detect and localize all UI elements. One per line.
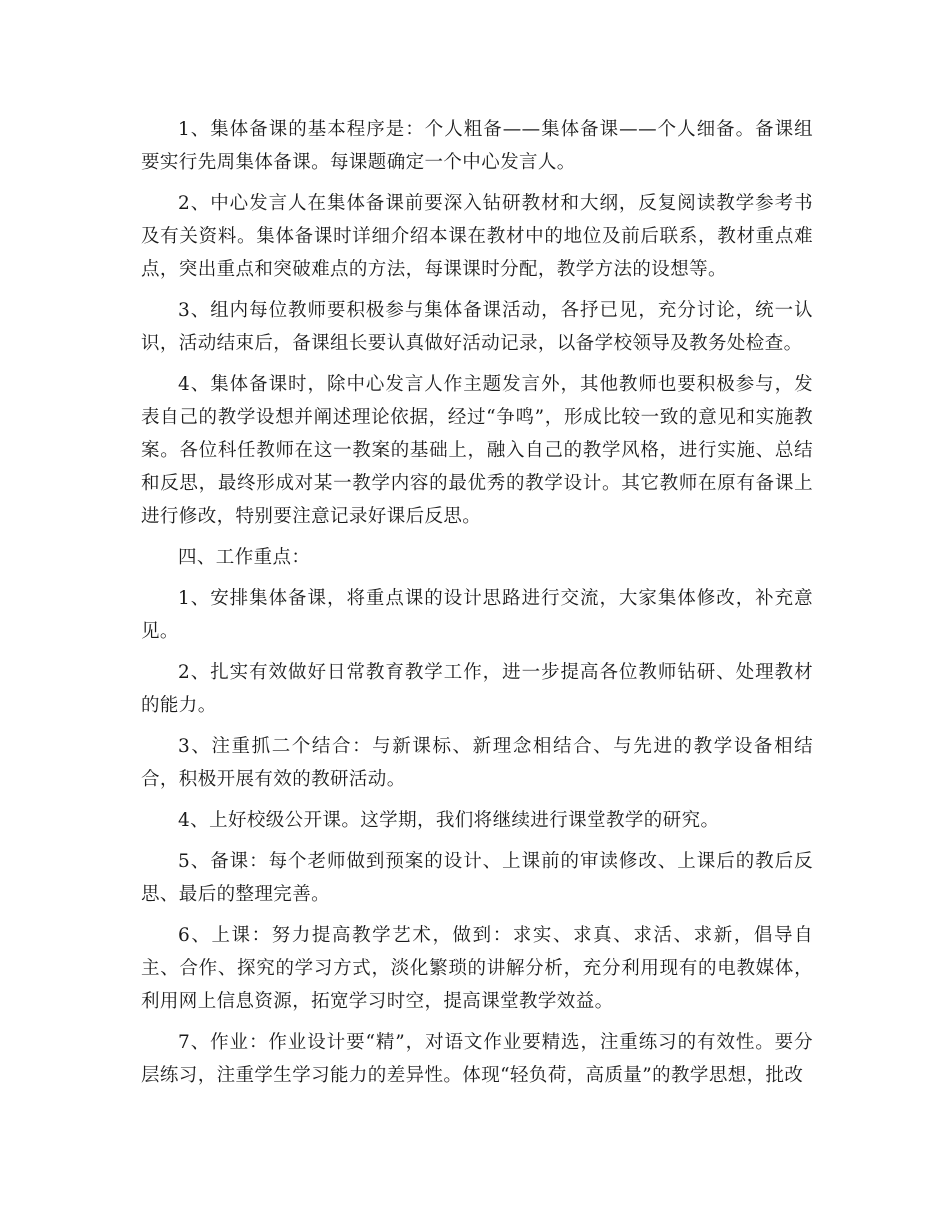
paragraph-focus-4: 4、上好校级公开课。这学期，我们将继续进行课堂教学的研究。 (178, 810, 720, 831)
document-body (141, 113, 813, 1100)
section-heading-work-focus: 四、工作重点： (178, 547, 311, 568)
paragraph-4: 4、集体备课时，除中心发言人作主题发言外，其他教师也要积极参与，发表自己的教学设想并阐述理论依据，经过“争鸣”，形成比较一致的意见和实施教案。各位科任教师在这一教案的基础上，融入自己的教学风格，进行实施、总结和反思，最终形成对某一教学内容的最优秀的教学设计。其它教师在原有备课上进行修改，特别要注意记录好课后反思。 (141, 374, 813, 527)
paragraph-focus-1: 1、安排集体备课，将重点课的设计思路进行交流，大家集体修改，补充意见。 (141, 588, 813, 642)
paragraph-focus-7: 7、作业：作业设计要“精”，对语文作业要精选，注重练习的有效性。要分层练习，注重学生学习能力的差异性。体现“轻负荷，高质量”的教学思想，批改 (141, 1032, 813, 1086)
paragraph-focus-3: 3、注重抓二个结合：与新课标、新理念相结合、与先进的教学设备相结合，积极开展有效的教研活动。 (141, 736, 813, 790)
paragraph-focus-6: 6、上课：努力提高教学艺术，做到：求实、求真、求活、求新，倡导自主、合作、探究的学习方式，淡化繁琐的讲解分析，充分利用现有的电教媒体，利用网上信息资源，拓宽学习时空，提高课堂教学效益。 (141, 925, 813, 1012)
paragraph-2: 2、中心发言人在集体备课前要深入钻研教材和大纲，反复阅读教学参考书及有关资料。集体备课时详细介绍本课在教材中的地位及前后联系，教材重点难点，突出重点和突破难点的方法，每课课时分配，教学方法的设想等。 (141, 193, 813, 280)
paragraph-3: 3、组内每位教师要积极参与集体备课活动，各抒已见，充分讨论，统一认识，活动结束后，备课组长要认真做好活动记录，以备学校领导及教务处检查。 (141, 300, 813, 354)
paragraph-1: 1、集体备课的基本程序是：个人粗备——集体备课——个人细备。备课组要实行先周集体备课。每课题确定一个中心发言人。 (141, 119, 813, 173)
paragraph-focus-2: 2、扎实有效做好日常教育教学工作，进一步提高各位教师钻研、处理教材的能力。 (141, 662, 813, 716)
paragraph-focus-5: 5、备课：每个老师做到预案的设计、上课前的审读修改、上课后的教后反思、最后的整理完善。 (141, 851, 813, 905)
